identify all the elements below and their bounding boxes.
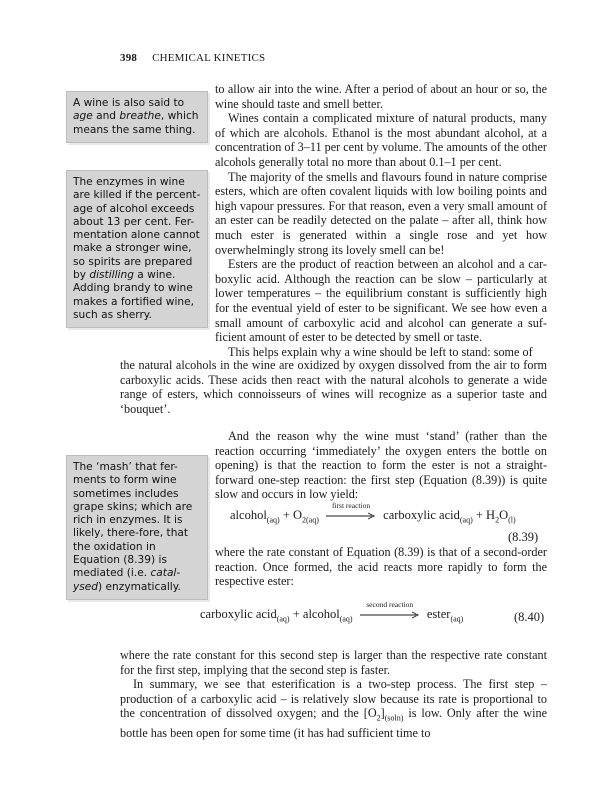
paragraph: This helps explain why a wine should be left to stand: some of bbox=[228, 344, 533, 359]
paragraph: And the reason why the wine must ‘stand’ (rather than the reaction occurring ‘immediately’ the oxygen enters the bottle on opening) is that the reaction to form the ester is not a straight-forward one-step reaction: the first step (Equation (8.39)) is quite slow and occurs in low yield: bbox=[215, 429, 547, 502]
page-number: 398 bbox=[120, 52, 138, 64]
text-column-lower bbox=[215, 545, 547, 589]
paragraph: In summary, we see that esterification is a two-step process. The first step – production of a carboxylic acid – is relatively slow because its rate is proportional to the concentration of dissolved oxygen; and the $[O_2]_{(soln)}$ is low. Only after the wine bottle has been open for some time (it has had sufficient time to bbox=[120, 677, 547, 741]
text-fullwidth-2 bbox=[120, 648, 547, 741]
paragraph: Wines contain a complicated mixture of natural products, many of which are alcohols. Ethanol is the most abundant alcohol, at a concentration of 3–11 per cent by volume. The amounts of the other alcohols generally total no more than about 0.1–1 per cent. bbox=[215, 111, 547, 169]
running-title: CHEMICAL KINETICS bbox=[152, 52, 266, 64]
reaction-arrow: first reaction bbox=[326, 512, 376, 520]
text-fullwidth-1 bbox=[120, 358, 547, 416]
margin-note-mash: The ‘mash’ that fer-ments to form wine sometimes includes grape skins; which are rich in enzymes. It is likely, there-fore, that the oxidation in Equation (8.39) is mediated (i.e. catal-ysed) enzymatically. bbox=[66, 455, 208, 600]
paragraph: to allow air into the wine. After a period of about an hour or so, the wine should taste and smell better. bbox=[215, 82, 547, 111]
text-column-upper bbox=[215, 82, 547, 359]
equation-8-40: carboxylic acid$_{(aq)}$ + alcohol$_{(aq)}$ second reaction ester$_{(aq)}$ bbox=[200, 600, 464, 624]
running-header bbox=[120, 52, 265, 64]
paragraph: Esters are the product of reaction between an alcohol and a car-boxylic acid. Although the reaction can be slow – particularly at lower temperatures – the equilibrium constant is sufficiently high for the eventual yield of ester to be significant. We see how even a small amount of carboxylic acid and alcohol can generate a suf-ficient amount of ester to be detected by smell or taste. bbox=[215, 257, 547, 345]
paragraph: The majority of the smells and flavours found in nature comprise esters, which are often covalent liquids with low boiling points and high vapour pressures. For that reason, even a very small amount of an ester can be readily detected on the palate – after all, think how much ester is generated within a single rose and yet how overwhelmingly strong its lovely smell can be! bbox=[215, 169, 547, 257]
paragraph: where the rate constant of Equation (8.39) is that of a second-order reaction. Once formed, the acid reacts more rapidly to form the respective ester: bbox=[215, 545, 547, 589]
margin-note-enzymes: The enzymes in wine are killed if the percent-age of alcohol exceeds about 13 per cent. Fer-mentation alone cannot make a stronger wine, so spirits are prepared by distilling a wine. Adding brandy to wine makes a fortified wine, such as sherry. bbox=[66, 170, 208, 328]
paragraph: where the rate constant for this second step is larger than the respective rate constant for the first step, implying that the second step is faster. bbox=[120, 648, 547, 677]
equation-number-8-39: (8.39) bbox=[508, 530, 539, 544]
equation-8-39: alcohol$_{(aq)}$ + $O_{2(aq)}$ first reaction carboxylic acid$_{(aq)}$ + $H_2O_{(l)}$ bbox=[230, 501, 516, 525]
reaction-arrow: second reaction bbox=[360, 611, 420, 619]
margin-note-age-breathe: A wine is also said to age and breathe, which means the same thing. bbox=[66, 91, 208, 143]
text-column-middle bbox=[215, 429, 547, 502]
equation-number-8-40: (8.40) bbox=[514, 610, 545, 624]
paragraph: the natural alcohols in the wine are oxidized by oxygen dissolved from the air to form carboxylic acids. These acids then react with the natural alcohols to generate a wide range of esters, which connoisseurs of wines will recognize as a superior taste and ‘bouquet’. bbox=[120, 358, 547, 416]
